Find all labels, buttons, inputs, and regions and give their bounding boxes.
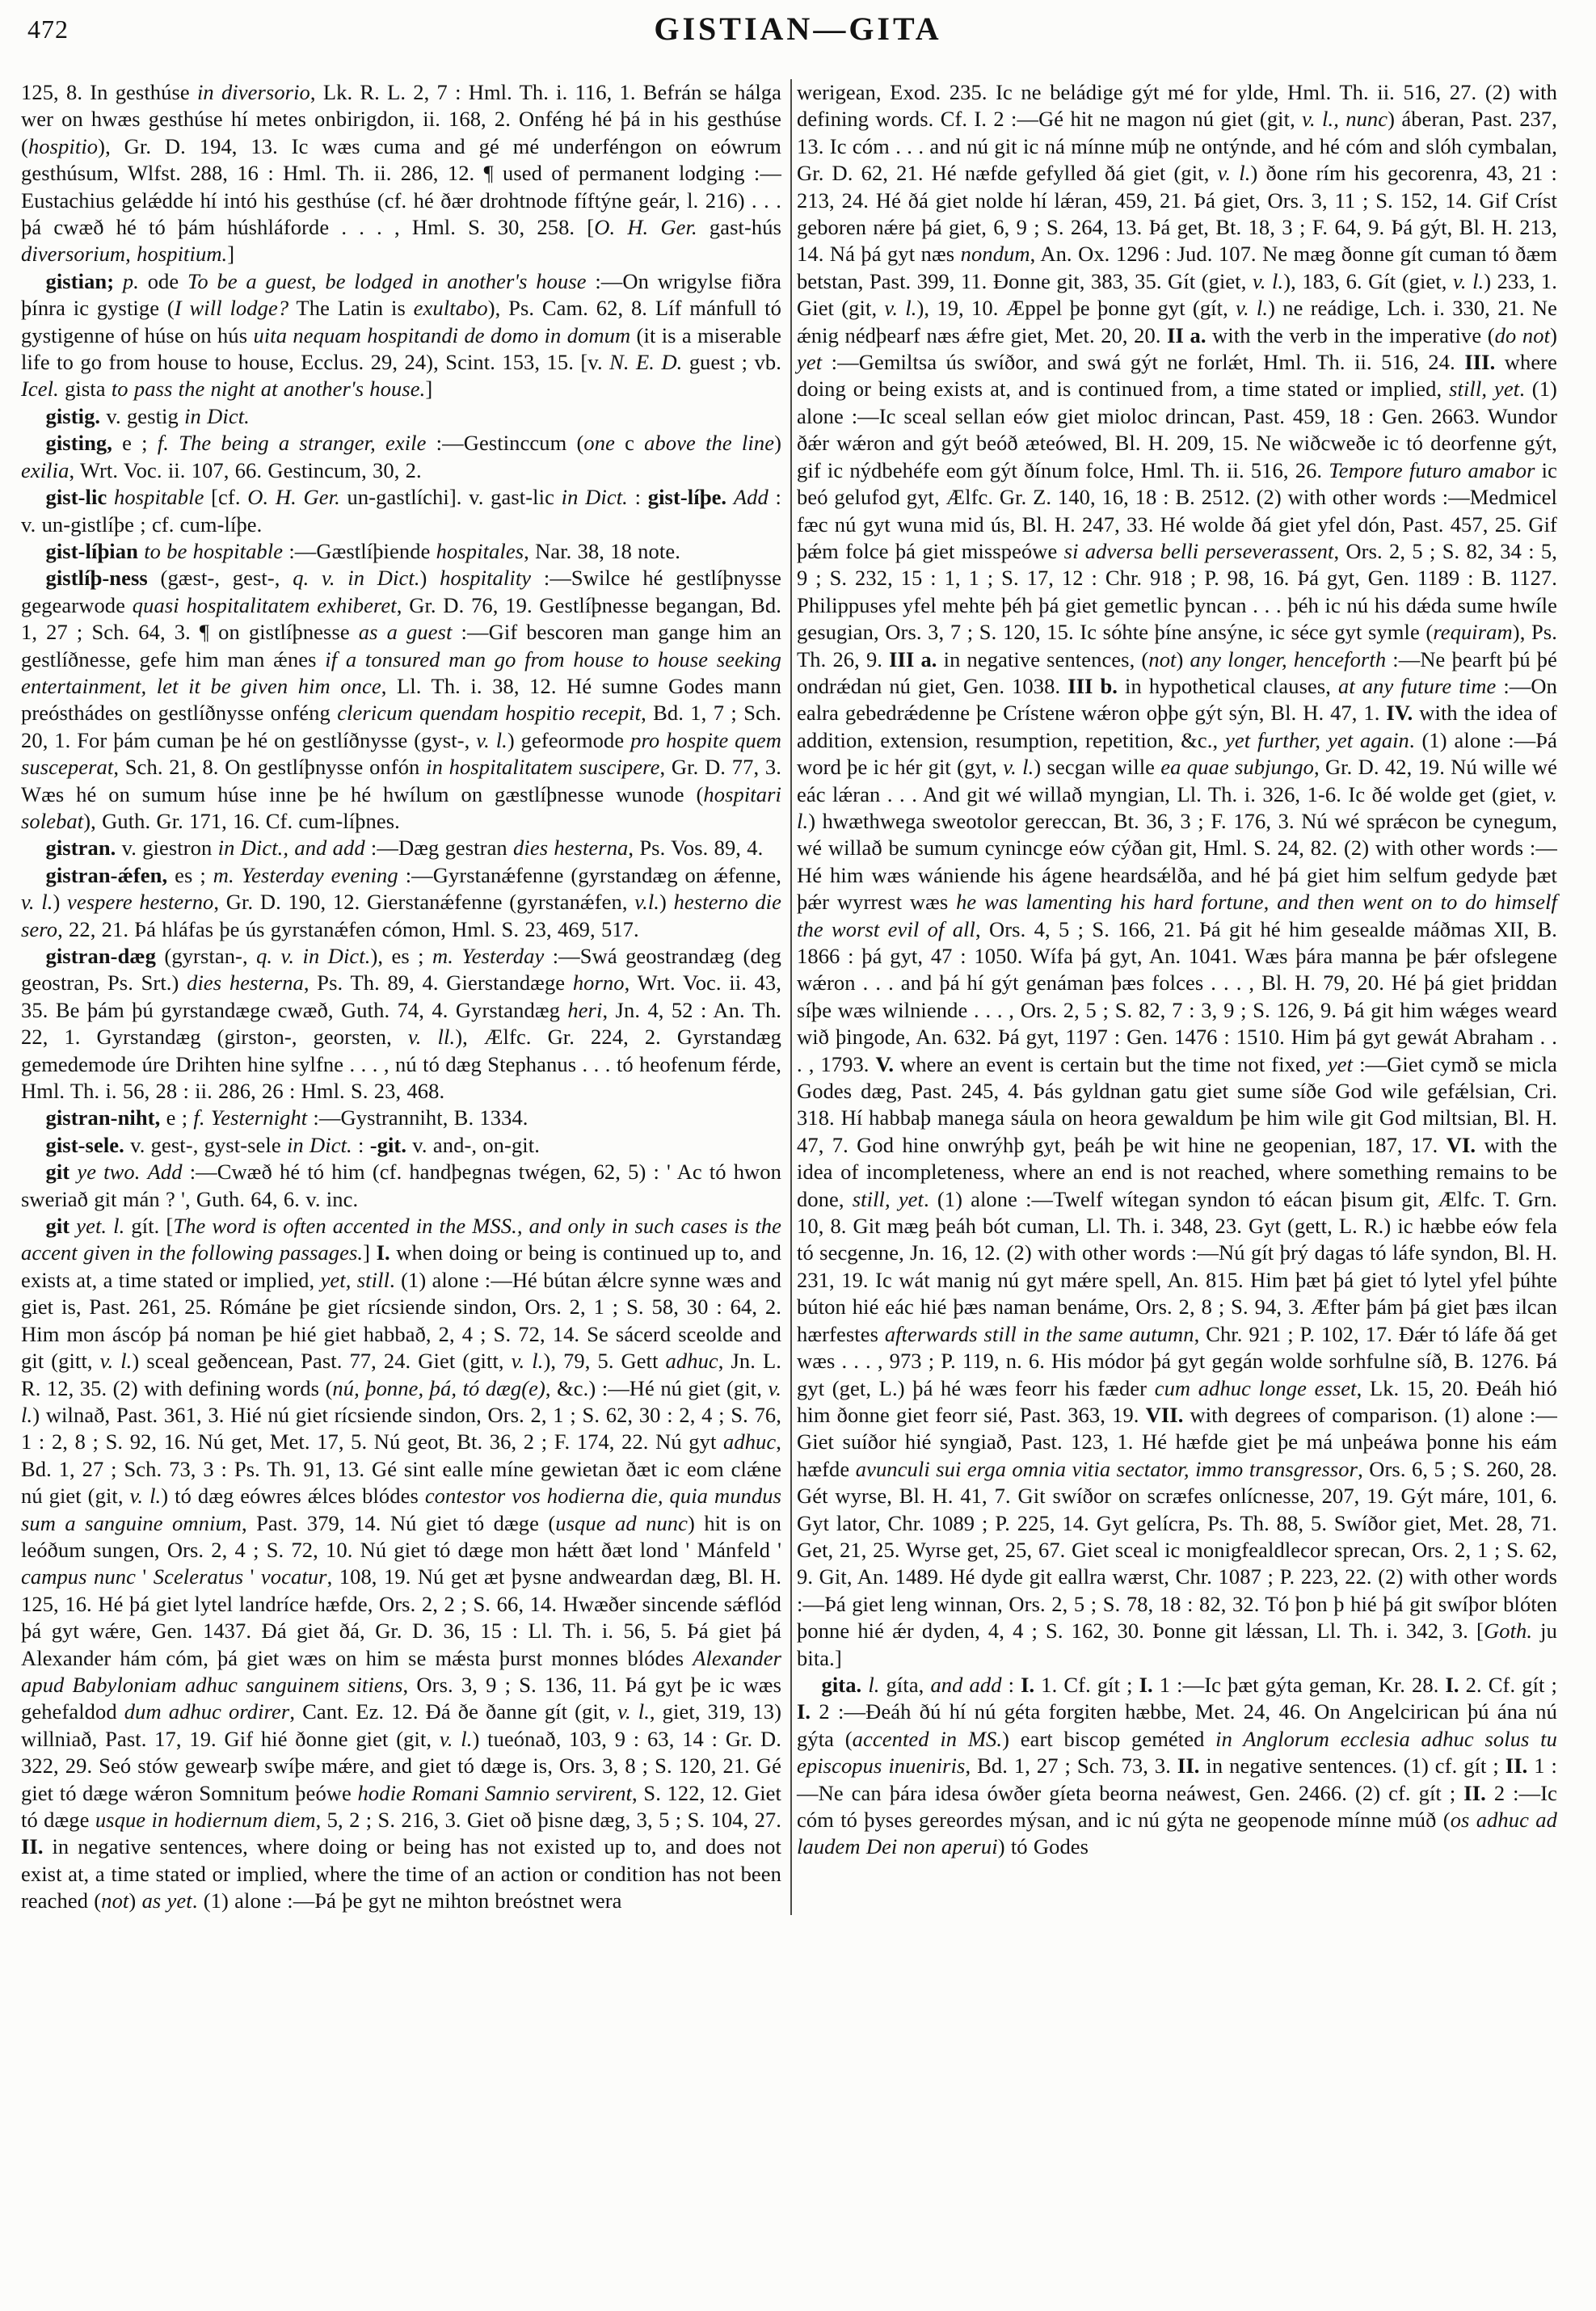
two-column-text	[21, 79, 1575, 1915]
dictionary-entry: gistran-dæg (gyrstan-, q. v. in Dict.), es ; m. Yesterday :—Swá geostrandæg (deg geostran, Ps. Srt.) dies hesterna, Ps. Th. 89, 4. Gierstandæge horno, Wrt. Voc. ii. 43, 35. Be þám þú gyrstandæge cwæð, Guth. 74, 4. Gyrstandæg heri, Jn. 4, 52 : An. Th. 22, 1. Gyrstandæg (girston-, georsten, v. ll.), Ælfc. Gr. 224, 2. Gyrstandæg gemedemode úre Drihten hine sylfne . . . , nú tó dæg Stephanus . . . tó heofenum férde, Hml. Th. i. 56, 28 : ii. 286, 26 : Hml. S. 23, 468.	[21, 944, 782, 1104]
dictionary-entry: gisting, e ; f. The being a stranger, exile :—Gestinccum (one c above the line) exilia, Wrt. Voc. ii. 107, 66. Gestincum, 30, 2.	[21, 431, 781, 482]
right-column	[797, 79, 1557, 1915]
dictionary-entry: gistran. v. giestron in Dict., and add :—Dæg gestran dies hesterna, Ps. Vos. 89, 4.	[45, 836, 764, 861]
page-title: GISTIAN—GITA	[654, 11, 942, 47]
column-divider	[790, 79, 792, 1915]
dictionary-entry: gist-lic hospitable [cf. O. H. Ger. un-gastlíchi]. v. gast-lic in Dict. : gist-líþe. Add : v. un-gistlíþe ; cf. cum-líþe.	[21, 485, 781, 537]
dictionary-entry: git ye two. Add :—Cwæð hé tó him (cf. handþegnas twégen, 62, 5) : ' Ac tó hwon sweriað git mán ? ', Guth. 64, 6. v. inc.	[21, 1160, 781, 1211]
dictionary-entry: gistlíþ-ness (gæst-, gest-, q. v. in Dict.) hospitality :—Swilce hé gestlíþnysse gegearwode quasi hospitalitatem exhiberet, Gr. D. 76, 19. Gestlíþnesse begangan, Bd. 1, 27 ; Sch. 64, 3. ¶ on gistlíþnesse as a guest :—Gif bescoren man gange him an gestlíðnesse, gefe him man ǽnes if a tonsured man go from house to house seeking entertainment, let it be given him once, Ll. Th. i. 38, 12. Hé sumne Godes mann preósthádes on gestlíðnysse onféng clericum quendam hospitio recepit, Bd. 1, 7 ; Sch. 20, 1. For þám cuman þe hé on gestlíðnysse (gyst-, v. l.) gefeormode pro hospite quem susceperat, Sch. 21, 8. On gestlíþnysse onfón in hospitalitatem suscipere, Gr. D. 77, 3. Wæs hé on sumum húse inne þe hé hwílum on gæstlíþnesse wunode (hospitari solebat), Guth. Gr. 171, 16. Cf. cum-líþnes.	[21, 566, 782, 833]
dictionary-entry: gistran-ǽfen, es ; m. Yesterday evening :—Gyrstanǽfenne (gyrstandæg on ǽfenne, v. l.) vespere hesterno, Gr. D. 190, 12. Gierstanǽfenne (gyrstanǽfen, v.l.) hesterno die sero, 22, 21. Þá hláfas þe ús gyrstanǽfen cómon, Hml. S. 23, 469, 517.	[21, 862, 781, 941]
left-column	[21, 79, 781, 1915]
dictionary-entry: gistian; p. ode To be a guest, be lodged in another's house :—On wrigylse fiðra þínra ic gystige (I will lodge? The Latin is exultabo), Ps. Cam. 62, 8. Líf mánfull tó gystigenne of húse on hús uita nequam hospitandi de domo in domum (it is a miserable life to go from house to house, Ecclus. 29, 24), Scint. 153, 15. [v. N. E. D. guest ; vb. Icel. gista to pass the night at another's house.]	[21, 268, 781, 402]
dictionary-entry: gistig. v. gestig in Dict.	[45, 403, 250, 428]
dictionary-entry: gita. l. gíta, and add : I. 1. Cf. gít ; I. 1 :—Ic þæt gýta geman, Kr. 28. I. 2. Cf. gít ; I. 2 :—Ðeáh ðú hí nú géta forgiten hæbbe, Met. 24, 46. On Angelcirican þú ána nú gýta (accented in MS.) eart biscop geméted in Anglorum ecclesia adhuc solus tu episcopus inueniris, Bd. 1, 27 ; Sch. 73, 3. II. in negative sentences. (1) cf. gít ; II. 1 :—Ne can þára idesa ówðer gíeta beorna neáwest, Gen. 2466. (2) cf. gít ; II. 2 :—Ic cóm tó þyses gereordes mýsan, and ic nú gýta ne geopenode mínne múð (os adhuc ad laudem Dei non aperui) tó Godes	[797, 1672, 1558, 1859]
dictionary-entry: gist-sele. v. gest-, gyst-sele in Dict. : -git. v. and-, on-git.	[45, 1132, 540, 1157]
entry-continuation: 125, 8. In gesthúse in diversorio, Lk. R. L. 2, 7 : Hml. Th. i. 116, 1. Befrán se hálga wer on hwæs gesthúse hí metes onbirigdon, ii. 168, 2. Onféng hé þá in his gesthúse (hospitio), Gr. D. 194, 13. Ic wæs cuma and gé mé underféngon on eówrum gesthúsum, Wlfst. 288, 16 : Hml. Th. ii. 286, 12. ¶ used of permanent lodging :—Eustachius gelǽdde hí intó his gesthúse (cf. hé ðær drohtnode fíftýne geár, l. 216) . . . þá cwæð hé tó þám húshláforde . . . , Hml. S. 30, 258. [O. H. Ger. gast-hús diversorium, hospitium.]	[21, 80, 781, 267]
dictionary-entry: gist-líþian to be hospitable :—Gæstlíþiende hospitales, Nar. 38, 18 note.	[45, 538, 680, 563]
dictionary-entry: gistran-niht, e ; f. Yesternight :—Gystranniht, B. 1334.	[45, 1105, 528, 1130]
dictionary-entry: git yet. l. gít. [The word is often accented in the MSS., and only in such cases is the accent given in the following passages.] I. when doing or being is continued up to, and exists at, a time stated or implied, yet, still. (1) alone :—Hé bútan ǽlcre synne wæs and giet is, Past. 261, 25. Rómáne þe giet rícsiende sindon, Ors. 2, 1 ; S. 58, 30 : 64, 2. Him mon áscóp þá noman þe hié giet habbað, 2, 4 ; S. 72, 14. Se sácerd sceolde and git (gitt, v. l.) sceal geðencean, Past. 77, 24. Giet (gitt, v. l.), 79, 5. Gett adhuc, Jn. L. R. 12, 35. (2) with defining words (nú, þonne, þá, tó dæg(e), &c.) :—Hé nú giet (git, v. l.) wilnað, Past. 361, 3. Hié nú giet rícsiende sindon, Ors. 2, 1 ; S. 62, 30 : 2, 4 ; S. 76, 1 : 2, 8 ; S. 92, 16. Nú get, Met. 17, 5. Nú geot, Bt. 36, 2 ; F. 174, 22. Nú gyt adhuc, Bd. 1, 27 ; Sch. 73, 3 : Ps. Th. 91, 13. Gé sint ealle míne gewietan ðæt ic eom clǽne nú giet (git, v. l.) tó dæg eówres ǽlces blódes contestor vos hodierna die, quia mundus sum a sanguine omnium, Past. 379, 14. Nú giet tó dæge (usque ad nunc) hit is on leóðum sungen, Ors. 2, 4 ; S. 72, 10. Nú giet tó dæge mon hǽtt ðæt lond ' Mánfeld ' campus nunc ' Sceleratus ' vocatur, 108, 19. Nú get æt þysne andweardan dæg, Bl. H. 125, 16. Hé þá giet lytel landríce hæfde, Ors. 2, 2 ; S. 66, 14. Hwæðer sincende sǽflód þá gyt wǽre, Gen. 1437. Ðá giet ðá, Gr. D. 36, 15 : Ll. Th. i. 56, 5. Þá giet þá Alexander hám cóm, þá giet wæs on him se mǽsta þurst monnes blódes Alexander apud Babyloniam adhuc sanguinem sitiens, Ors. 3, 9 ; S. 136, 11. Þá gyt þe ic wæs gehefaldod dum adhuc ordirer, Cant. Ez. 12. Ðá ðe ðanne gít (git, v. l., giet, 319, 13) willniað, Past. 17, 19. Gif hié ðonne giet (git, v. l.) tueónað, 103, 9 : 63, 14 : Gr. D. 322, 29. Seó stów gewearþ swíþe mǽre, and giet tó dæge is, Ors. 3, 8 ; S. 120, 21. Gé giet tó dæge wǽron Somnitum þeówe hodie Romani Samnio servirent, S. 122, 12. Giet tó dæge usque in hodiernum diem, 5, 2 ; S. 216, 3. Giet oð þisne dæg, 3, 5 ; S. 104, 27. II. in negative sentences, where doing or being has not existed up to, and does not exist at, a time stated or implied, where the time of an action or condition has not been reached (not) as yet. (1) alone :—Þá þe gyt ne mihton breóstnet wera	[21, 1214, 782, 1913]
page-number: 472	[27, 15, 69, 44]
entry-continuation: werigean, Exod. 235. Ic ne beládige gýt mé for ylde, Hml. Th. ii. 516, 27. (2) with defining words. Cf. I. 2 :—Gé hit ne magon nú giet (git, v. l., nunc) áberan, Past. 237, 13. Ic cóm . . . and nú git ic ná mínne múþ ne ontýnde, and hé cóm and slóh cymbalan, Gr. D. 62, 21. Hé næfde gefylled ðá giet (git, v. l.) ðone rím his gecorenra, 43, 21 : 213, 24. Hé ðá giet nolde hí lǽran, 459, 21. Þá giet, Ors. 3, 11 ; S. 152, 14. Gif Críst geboren nǽre þá giet, 6, 9 ; S. 264, 13. Þá get, Bt. 18, 3 ; F. 64, 9. Þá gýt, Bl. H. 213, 14. Ná þá gyt næs nondum, An. Ox. 1296 : Jud. 107. Ne mæg ðonne gít cuman tó ðæm betstan, Past. 399, 11. Ðonne git, 383, 35. Gít (giet, v. l.), 183, 6. Gít (giet, v. l.) 233, 1. Giet (git, v. l.), 19, 10. Æppel þe þonne gyt (gít, v. l.) ne reádige, Lch. i. 330, 21. Ne ǽnig nédþearf næs ǽfre giet, Met. 20, 20. II a. with the verb in the imperative (do not) yet :—Gemiltsa ús swíðor, and swá gýt ne forlǽt, Hml. Th. ii. 516, 24. III. where doing or being exists at, and is continued from, a time stated or implied, still, yet. (1) alone :—Ic sceal sellan eów giet mioloc drincan, Past. 459, 18 : Gen. 2663. Wundor ðǽr wǽron and gýt beóð æteówed, Bl. H. 209, 15. Ne wiðcweðe ic tó deorfenne gýt, gif ic nýdbehéfe eom gýt ðínum folce, Hml. Th. ii. 516, 26. Tempore futuro amabor ic beó gelufod gyt, Ælfc. Gr. Z. 140, 16, 18 : B. 2512. (2) with other words :—Medmicel fæc nú gyt wuna mid ús, Bl. H. 247, 33. Hé wolde ðá giet yfel dón, Past. 457, 25. Gif þǽm folce þá giet misspeówe si adversa belli perseverassent, Ors. 2, 5 ; S. 82, 34 : 5, 9 ; S. 232, 15 : 1, 1 ; S. 17, 12 : Chr. 918 ; P. 98, 16. Þá gyt, Gen. 1189 : B. 1127. Philippuses yfel mehte þéh þá giet gemetlic þyncan . . . þéh ic nú his dǽda sume hwíle gesugian, Ors. 3, 7 ; S. 120, 15. Ic sóhte þíne ansýne, ic séce gyt symle (requiram), Ps. Th. 26, 9. III a. in negative sentences, (not) any longer, henceforth :—Ne þearft þú þé ondrǽdan nú giet, Gen. 1038. III b. in hypothetical clauses, at any future time :—On ealra gebedrǽdenne þe Crístene wǽron oþþe gýt sýn, Bl. H. 47, 1. IV. with the idea of addition, extension, resumption, repetition, &c., yet further, yet again. (1) alone :—Þá word þe ic hér git (gyt, v. l.) secgan wille ea quae subjungo, Gr. D. 42, 19. Nú wille wé eác lǽran . . . And git wé willað myngian, Ll. Th. i. 326, 1-6. Ic ðé wolde get (giet, v. l.) hwæthwega sweotolor gereccan, Bt. 36, 3 ; F. 176, 3. Nú wé sprǽcon be cynegum, wé willað be sumum cynincge eów cýðan git, Hml. S. 24, 82. (2) with other words :—Hé him wæs wániende his ágene heardsǽlða, and hé þá giet him selfum gedyde þæt þǽr wyrrest wæs he was lamenting his hard fortune, and then went on to do himself the worst evil of all, Ors. 4, 5 ; S. 166, 21. Þá git hé him gesealde máðmas XII, B. 1866 : þá gyt, 47 : 1050. Wífa þá gyt, An. 1041. Wæs þára manna þe þǽr ofslegene wǽron . . . and þá hí gýt genáman þæs folces . . . , Bl. H. 79, 20. Hé þá giet þriddan síþe wæs wilniende . . . , Ors. 2, 5 ; S. 82, 7 : 3, 9 ; S. 126, 9. Þá git him wǽges weard wið þingode, An. 632. Þá gyt, 1197 : Gen. 1476 : 1510. Him þá gyt gewát Abraham . . . , 1793. V. where an event is certain but the time not fixed, yet :—Giet cymð se micla Godes dæg, Past. 245, 4. Þás gyldnan gatu giet sume síðe God wile gefǽlsian, Cri. 318. Hí habbaþ manega sáula on heora gewaldum þe him wile git God miltsian, Bl. H. 47, 7. God hine onwrýhþ gyt, þeáh þe wit hine ne geopenian, 187, 17. VI. with the idea of incompleteness, where an end is not reached, where something remains to be done, still, yet. (1) alone :—Twelf wítegan syndon tó eácan þisum git, Ælfc. T. Grn. 10, 8. Git mæg þeáh bót cuman, Ll. Th. i. 348, 23. Gyt (gett, L. R.) ic hæbbe eów fela tó secgenne, Jn. 16, 12. (2) with other words :—Nú gít þrý dagas tó láfe syndon, Bl. H. 231, 19. Ic wát manig nú gyt mǽre spell, An. 815. Him þæt þá giet tó lytel yfel þúhte búton hié eác hié þæs naman benáme, Ors. 2, 8 ; S. 94, 3. Æfter þám þá giet þæs ilcan hærfestes afterwards still in the same autumn, Chr. 921 ; P. 102, 17. Ðǽr tó láfe ðá get wæs . . . , 973 ; P. 119, n. 6. His módor þá gyt gegán wolde sorhfulne síð, B. 1276. Þá gyt (get, L.) þá hé wæs feorr his fæder cum adhuc longe esset, Lk. 15, 20. Ðeáh hió him ðonne giet feorr sié, Past. 363, 19. VII. with degrees of comparison. (1) alone :—Giet suíðor hié syngiað, Past. 123, 1. Hé hæfde giet þe má unþeáwa þonne his eám hæfde avunculi sui erga omnia vitia sectator, immo transgressor, Ors. 6, 5 ; S. 260, 28. Gét wyrse, Bl. H. 41, 7. Git swíðor on scræfes onlícnesse, 207, 19. Gýt máre, 101, 6. Gyt lator, Chr. 1089 ; P. 225, 14. Gyt gelícra, Ps. Th. 88, 5. Swíðor giet, Met. 28, 71. Get, 21, 25. Wyrse get, 25, 67. Giet sceal ic monigfealdlecor sprecan, Ors. 2, 1 ; S. 62, 9. Git, An. 1489. Hé dyde git eallra wærst, Chr. 1087 ; P. 223, 22. (2) with other words :—Þá giet leng winnan, Ors. 2, 5 ; S. 78, 18 : 82, 32. Tó þon þ hié þá git swíþor blóten þonne hié ǽr dyden, 4, 4 ; S. 162, 30. Þonne git lǽssan, Ll. Th. i. 342, 3. [Goth. ju bita.]	[797, 80, 1558, 1670]
page-header	[21, 8, 1575, 79]
